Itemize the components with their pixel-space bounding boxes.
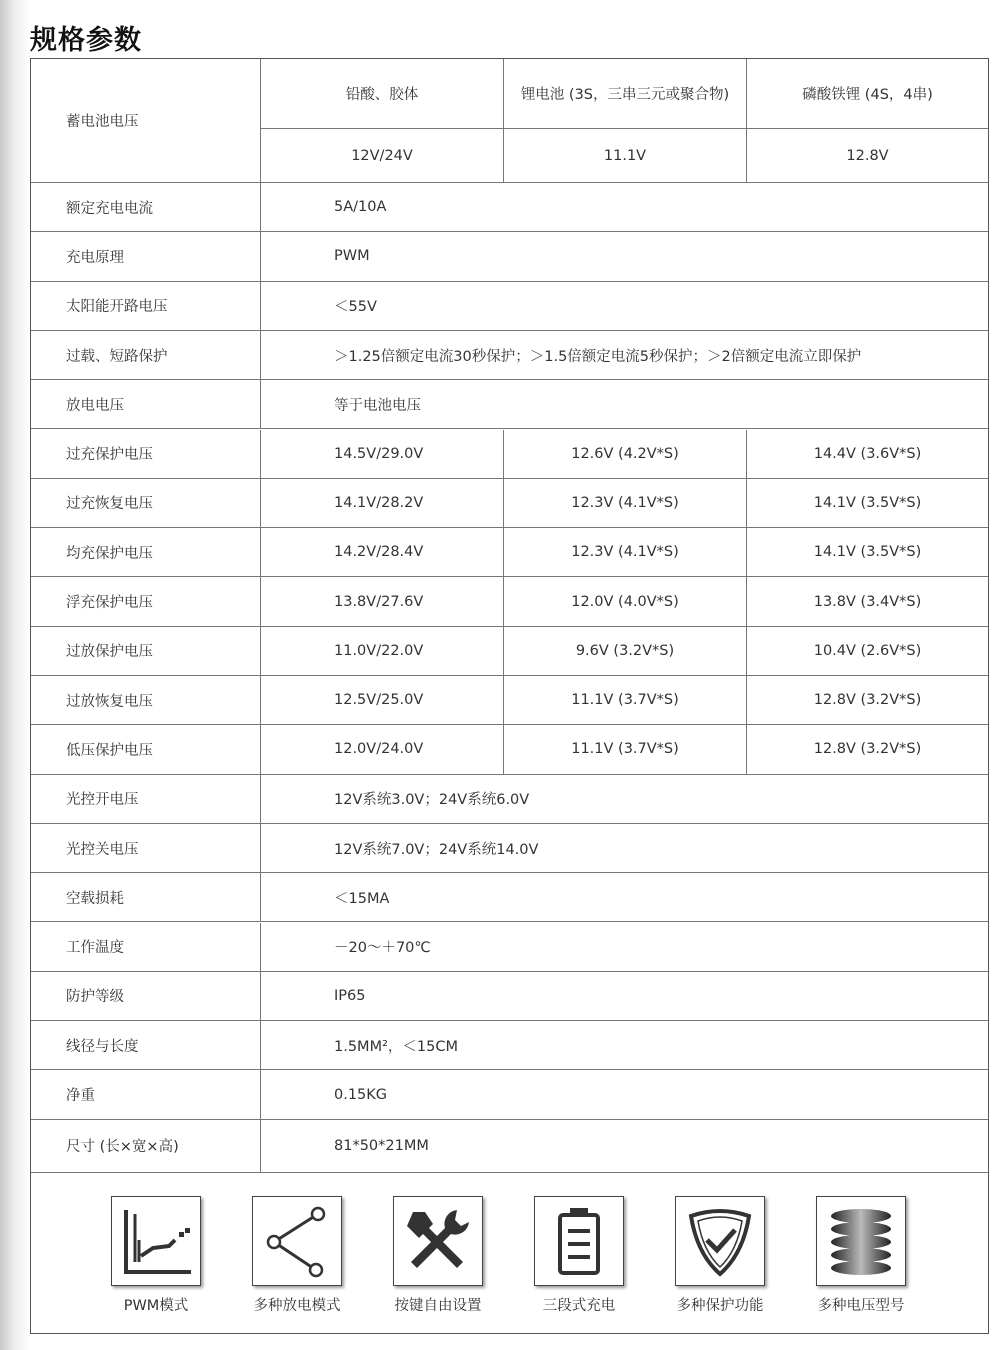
spec-label: 线径与长度 [31, 1021, 261, 1069]
spec-label: 充电原理 [31, 232, 261, 280]
spec-value: 等于电池电压 [334, 397, 421, 414]
value-lithium: 11.1V [504, 128, 747, 183]
spec-label: 过放保护电压 [31, 627, 261, 675]
spec-label: 过载、短路保护 [31, 331, 261, 379]
spec-value: －20～＋70℃ [334, 940, 431, 957]
spec-value: PWM [334, 248, 370, 265]
spec-label: 放电电压 [31, 380, 261, 428]
lifepo4-value: 14.1V (3.5V*S) [813, 494, 922, 511]
spec-label: 过充恢复电压 [31, 479, 261, 527]
lifepo4-value: 14.4V (3.6V*S) [813, 445, 922, 462]
battery-icon [534, 1196, 624, 1286]
lead-acid-value: 12.0V/24.0V [261, 725, 504, 773]
feature-label: PWM模式 [123, 1298, 189, 1314]
spec-row [31, 232, 988, 281]
spec-row [31, 577, 988, 626]
spec-label: 额定充电电流 [31, 183, 261, 231]
lead-acid-value: 11.0V/22.0V [261, 627, 504, 675]
spec-row [31, 627, 988, 676]
spec-row [31, 676, 988, 725]
feature-item [237, 1196, 357, 1315]
spec-value: ＜15MA [334, 890, 390, 907]
lifepo4-value: 10.4V (2.6V*S) [813, 642, 922, 659]
spec-label: 光控关电压 [31, 824, 261, 872]
spec-row [31, 725, 988, 774]
spec-label: 过放恢复电压 [31, 676, 261, 724]
spec-label: 过充保护电压 [31, 430, 261, 478]
feature-label: 多种电压型号 [817, 1298, 905, 1314]
spec-row [31, 430, 988, 479]
spec-label: 空载损耗 [31, 873, 261, 921]
lead-acid-value: 12.5V/25.0V [261, 676, 504, 724]
spec-row [31, 972, 988, 1021]
feature-label: 多种放电模式 [253, 1298, 341, 1314]
feature-label: 三段式充电 [542, 1298, 616, 1314]
lead-acid-value: 14.2V/28.4V [261, 528, 504, 576]
feature-icons [31, 1173, 988, 1333]
lithium-value: 11.1V (3.7V*S) [504, 676, 747, 724]
lithium-value: 11.1V (3.7V*S) [504, 725, 747, 773]
spec-value: ＞1.25倍额定电流30秒保护；＞1.5倍额定电流5秒保护；＞2倍额定电流立即保护 [334, 348, 862, 365]
spec-row [31, 1021, 988, 1070]
spec-row [31, 923, 988, 972]
header-lithium: 锂电池 (3S，三串三元或聚合物) [504, 59, 747, 128]
spec-value: 5A/10A [334, 199, 387, 216]
value-lead-acid: 12V/24V [261, 128, 504, 183]
spec-row [31, 331, 988, 380]
feature-label: 按键自由设置 [394, 1298, 482, 1314]
lifepo4-value: 13.8V (3.4V*S) [813, 593, 922, 610]
lithium-value: 12.0V (4.0V*S) [504, 577, 747, 625]
discharge-mode-icon [252, 1196, 342, 1286]
feature-item [96, 1196, 216, 1315]
spec-row [31, 824, 988, 873]
shield-check-icon [675, 1196, 765, 1286]
spec-value: ＜55V [334, 299, 377, 316]
spec-label: 均充保护电压 [31, 528, 261, 576]
feature-item [801, 1196, 921, 1315]
stacked-discs-icon [816, 1196, 906, 1286]
tools-icon [393, 1196, 483, 1286]
spec-row [31, 479, 988, 528]
spec-label: 低压保护电压 [31, 725, 261, 773]
spec-value: 1.5MM²，＜15CM [334, 1038, 458, 1055]
pwm-chart-icon [111, 1196, 201, 1286]
spec-label: 净重 [31, 1070, 261, 1118]
lead-acid-value: 14.1V/28.2V [261, 479, 504, 527]
spec-row [31, 1070, 988, 1119]
page-title: 规格参数 [30, 25, 142, 56]
battery-voltage-row [31, 59, 988, 183]
lithium-value: 12.6V (4.2V*S) [504, 430, 747, 478]
spec-row [31, 775, 988, 824]
feature-item [660, 1196, 780, 1315]
spec-row [31, 528, 988, 577]
feature-item [378, 1196, 498, 1315]
spec-label: 光控开电压 [31, 775, 261, 823]
spec-label: 防护等级 [31, 972, 261, 1020]
spec-label: 浮充保护电压 [31, 577, 261, 625]
lifepo4-value: 14.1V (3.5V*S) [813, 544, 922, 561]
spec-row [31, 380, 988, 429]
spec-label: 工作温度 [31, 923, 261, 971]
lifepo4-value: 12.8V (3.2V*S) [813, 692, 922, 709]
spec-label: 尺寸 (长×宽×高) [31, 1120, 261, 1172]
lead-acid-value: 14.5V/29.0V [261, 430, 504, 478]
header-lifepo4: 磷酸铁锂 (4S，4串) [802, 87, 933, 103]
feature-item [519, 1196, 639, 1315]
spec-label: 太阳能开路电压 [31, 282, 261, 330]
lithium-value: 12.3V (4.1V*S) [504, 528, 747, 576]
spec-value: 12V系统3.0V；24V系统6.0V [334, 792, 530, 809]
spec-value: 12V系统7.0V；24V系统14.0V [334, 841, 539, 858]
battery-voltage-label: 蓄电池电压 [31, 59, 261, 182]
spec-row [31, 873, 988, 922]
header-lead-acid: 铅酸、胶体 [261, 59, 504, 128]
lead-acid-value: 13.8V/27.6V [261, 577, 504, 625]
lithium-value: 9.6V (3.2V*S) [504, 627, 747, 675]
lifepo4-value: 12.8V (3.2V*S) [813, 741, 922, 758]
spec-value: 81*50*21MM [334, 1137, 429, 1154]
spec-row [31, 183, 988, 232]
spec-row [31, 1120, 988, 1173]
lithium-value: 12.3V (4.1V*S) [504, 479, 747, 527]
spec-value: 0.15KG [334, 1086, 388, 1103]
spec-value: IP65 [334, 987, 366, 1004]
spec-table [30, 58, 989, 1334]
spec-row [31, 282, 988, 331]
feature-label: 多种保护功能 [676, 1298, 764, 1314]
value-lifepo4: 12.8V [846, 147, 889, 164]
